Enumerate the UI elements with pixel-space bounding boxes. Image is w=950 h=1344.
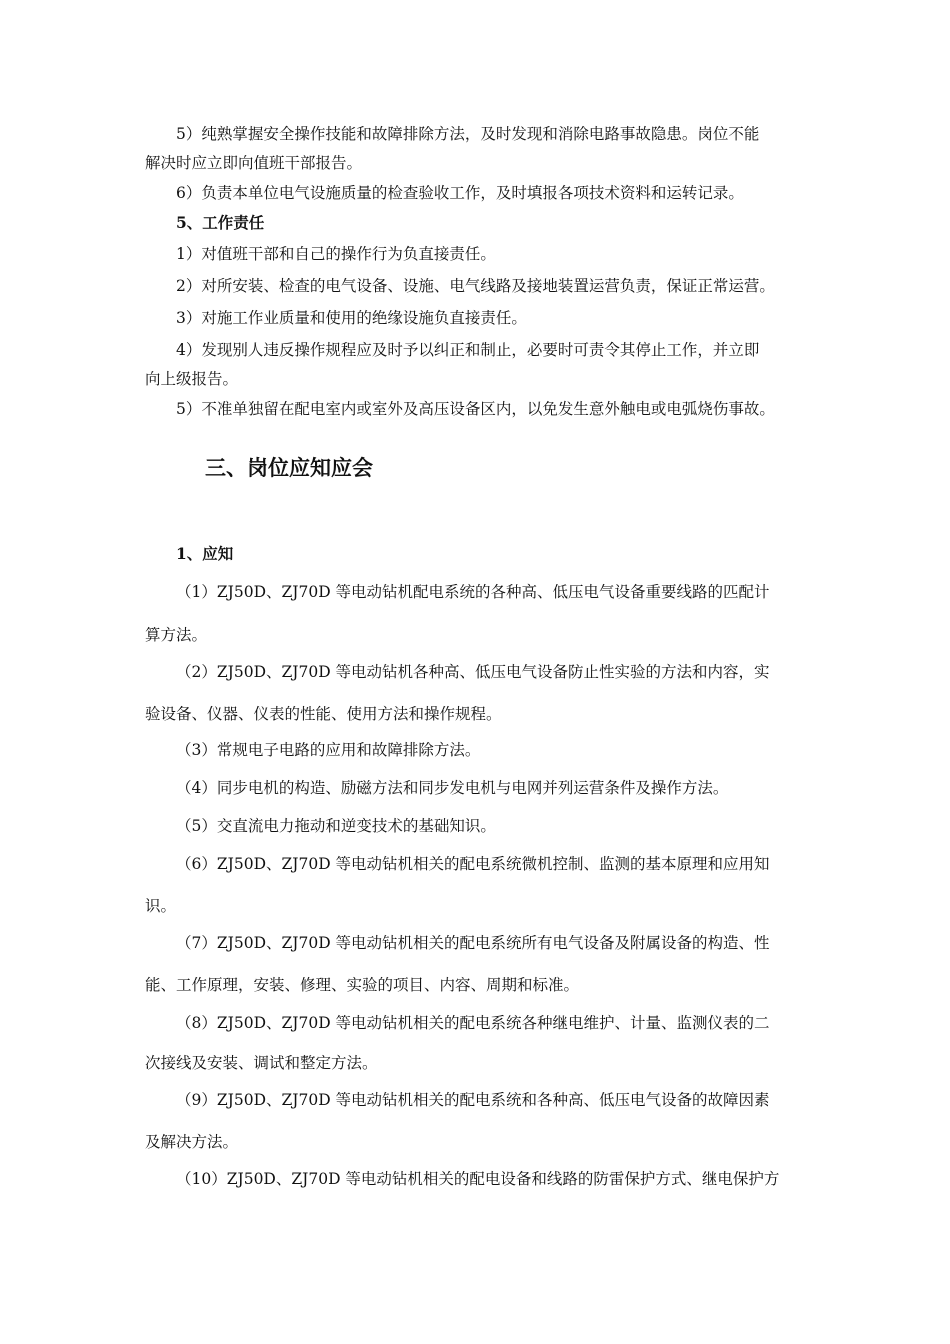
paragraph-line: （7）ZJ50D、ZJ70D 等电动钻机相关的配电系统所有电气设备及附属设备的构造、性 — [176, 934, 770, 952]
paragraph-line: 5）不准单独留在配电室内或室外及高压设备区内，以免发生意外触电或电弧烧伤事故。 — [176, 400, 775, 418]
paragraph-line: 6）负责本单位电气设施质量的检查验收工作，及时填报各项技术资料和运转记录。 — [176, 184, 744, 202]
paragraph-line: （3）常规电子电路的应用和故障排除方法。 — [176, 741, 481, 759]
paragraph-line: 1）对值班干部和自己的操作行为负直接责任。 — [176, 245, 496, 263]
chapter-title: 三、岗位应知应会 — [205, 455, 373, 480]
paragraph-line: 及解决方法。 — [145, 1133, 239, 1151]
paragraph-line: 解决时应立即向值班干部报告。 — [145, 154, 363, 172]
paragraph-line: （1）ZJ50D、ZJ70D 等电动钻机配电系统的各种高、低压电气设备重要线路的匹配计 — [176, 583, 770, 601]
paragraph-line: （5）交直流电力拖动和逆变技术的基础知识。 — [176, 817, 496, 835]
paragraph-line: 4）发现别人违反操作规程应及时予以纠正和制止，必要时可责令其停止工作，并立即 — [176, 341, 760, 359]
paragraph-line: （2）ZJ50D、ZJ70D 等电动钻机各种高、低压电气设备防止性实验的方法和内容，实 — [176, 663, 770, 681]
paragraph-line: （4）同步电机的构造、励磁方法和同步发电机与电网并列运营条件及操作方法。 — [176, 779, 729, 797]
paragraph-line: 2）对所安装、检查的电气设备、设施、电气线路及接地装置运营负责，保证正常运营。 — [176, 277, 775, 295]
paragraph-line: （9）ZJ50D、ZJ70D 等电动钻机相关的配电系统和各种高、低压电气设备的故障因素 — [176, 1091, 770, 1109]
sub-heading: 1、应知 — [176, 544, 234, 563]
paragraph-line: 验设备、仪器、仪表的性能、使用方法和操作规程。 — [145, 705, 502, 723]
paragraph-line: 算方法。 — [145, 626, 208, 644]
paragraph-line: 3）对施工作业质量和使用的绝缘设施负直接责任。 — [176, 309, 527, 327]
paragraph-line: 5）纯熟掌握安全操作技能和故障排除方法，及时发现和消除电路事故隐患。岗位不能 — [176, 125, 760, 143]
paragraph-line: （8）ZJ50D、ZJ70D 等电动钻机相关的配电系统各种继电维护、计量、监测仪表的二 — [176, 1014, 770, 1032]
paragraph-line: （6）ZJ50D、ZJ70D 等电动钻机相关的配电系统微机控制、监测的基本原理和应用知 — [176, 855, 770, 873]
paragraph-line: 向上级报告。 — [145, 370, 239, 388]
paragraph-line: 识。 — [145, 897, 177, 915]
paragraph-line: （10）ZJ50D、ZJ70D 等电动钻机相关的配电设备和线路的防雷保护方式、继电保护方 — [176, 1170, 780, 1188]
section-heading: 5、工作责任 — [176, 213, 265, 232]
paragraph-line: 次接线及安装、调试和整定方法。 — [145, 1054, 378, 1072]
paragraph-line: 能、工作原理，安装、修理、实验的项目、内容、周期和标准。 — [145, 976, 580, 994]
